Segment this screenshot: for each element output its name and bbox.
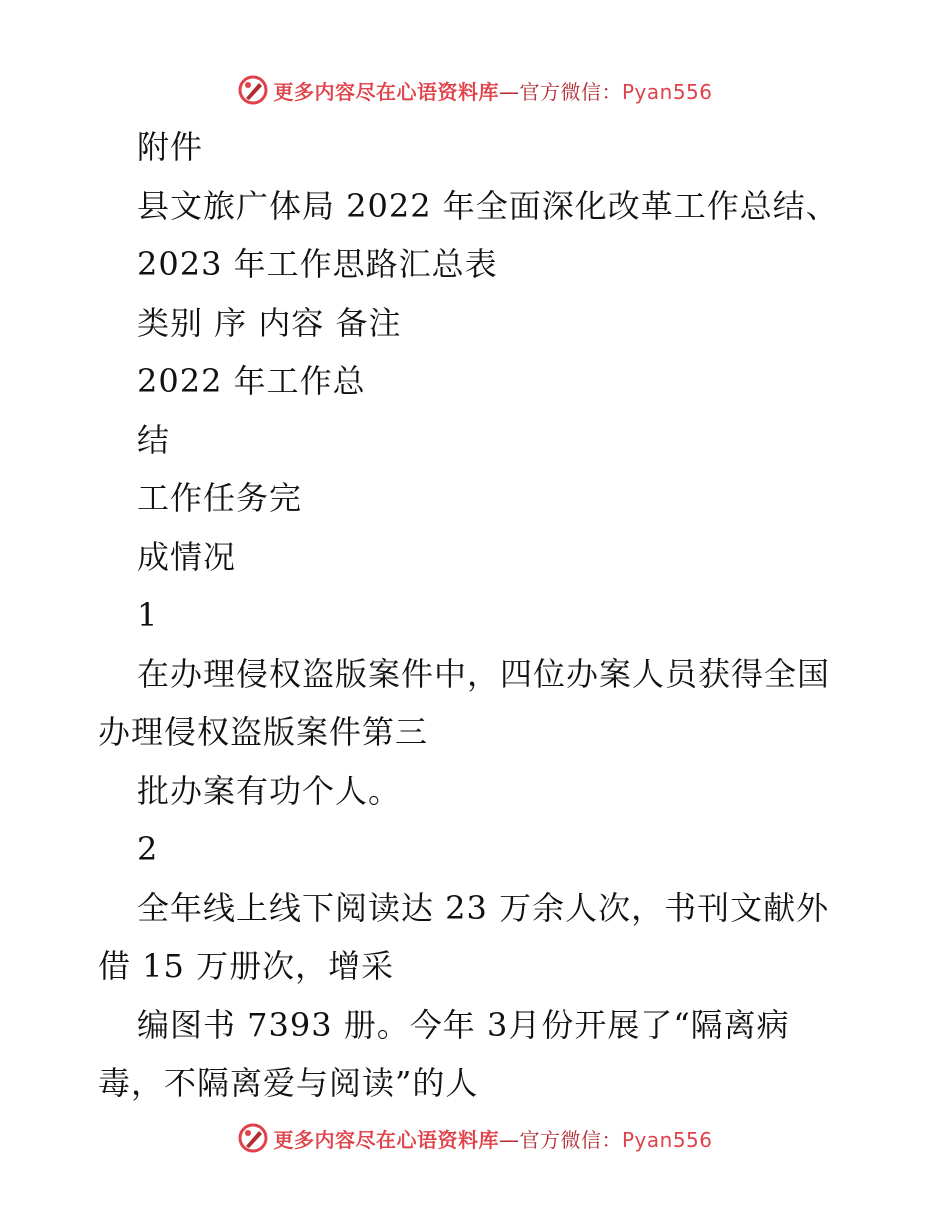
banner-text: [273, 76, 712, 105]
banner-sep-text: —官方微信：: [498, 79, 622, 104]
red-pen-circle-icon: [237, 1122, 269, 1154]
banner-main-text: 更多内容尽在心语资料库: [273, 79, 499, 104]
doc-line: 毒，不隔离爱与阅读”的人: [98, 1064, 479, 1102]
doc-title-line-2: 2023 年工作思路汇总表: [137, 245, 498, 283]
banner-text: [273, 1124, 712, 1153]
doc-line: 借 15 万册次，增采: [98, 947, 395, 985]
footer-banner: [0, 1118, 950, 1158]
banner-id-text: Pyan556: [621, 79, 713, 104]
doc-line: 批办案有功个人。: [137, 771, 402, 810]
doc-line: 附件: [137, 128, 204, 166]
table-header-line: 类别 序 内容 备注: [137, 303, 402, 342]
doc-line: 成情况: [137, 537, 237, 576]
header-banner: [0, 70, 950, 110]
doc-line: 在办理侵权盗版案件中，四位办案人员获得全国: [137, 654, 831, 693]
banner-sep-text: —官方微信：: [498, 1127, 622, 1152]
red-pen-circle-icon: [237, 74, 269, 106]
doc-line: 2022 年工作总: [137, 362, 366, 400]
doc-line: 结: [137, 420, 171, 459]
item-number: 1: [137, 596, 159, 634]
doc-line: 工作任务完: [137, 479, 303, 517]
doc-line: 办理侵权盗版案件第三: [98, 713, 429, 751]
banner-main-text: 更多内容尽在心语资料库: [273, 1127, 499, 1152]
document-body: [0, 118, 950, 1113]
doc-line: 编图书 7393 册。今年 3月份开展了“隔离病: [137, 1005, 790, 1044]
item-number: 2: [137, 830, 159, 868]
doc-title-line-1: 县文旅广体局 2022 年全面深化改革工作总结、: [137, 186, 839, 225]
banner-id-text: Pyan556: [621, 1127, 713, 1152]
doc-line: 全年线上线下阅读达 23 万余人次，书刊文献外: [137, 888, 830, 927]
